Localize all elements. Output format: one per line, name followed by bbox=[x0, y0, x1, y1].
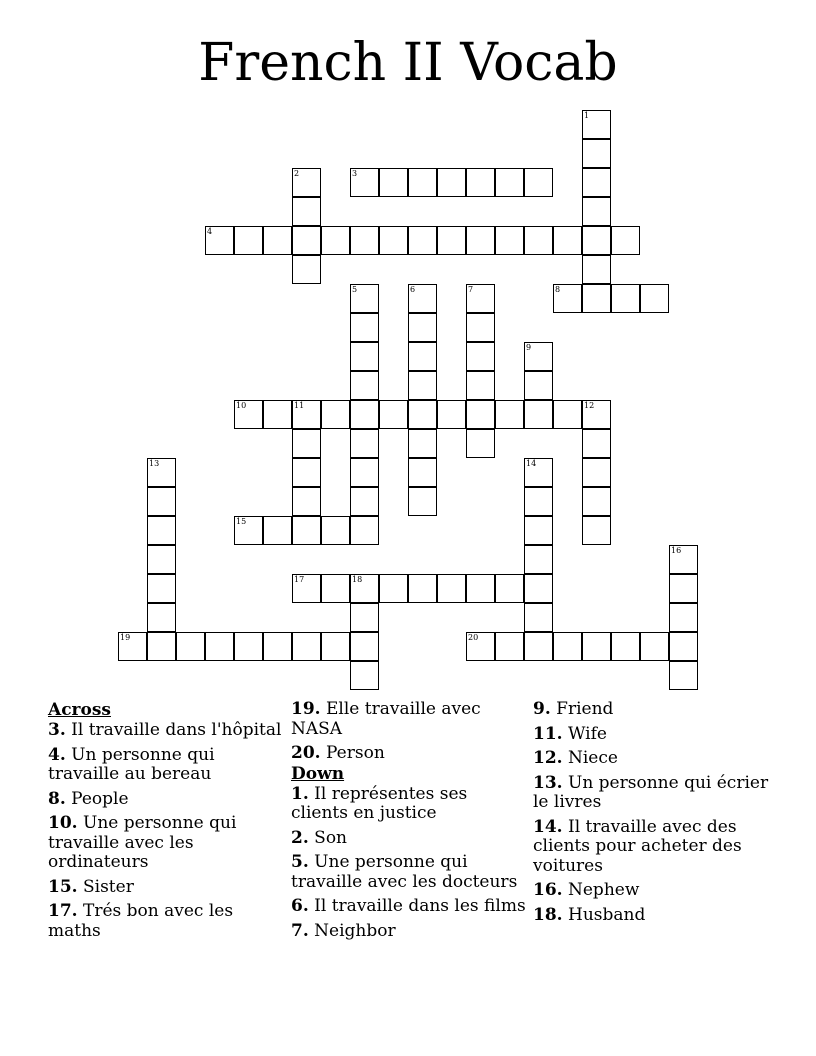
clue-text: People bbox=[71, 788, 129, 809]
clue-text: Husband bbox=[568, 904, 646, 925]
grid-cell[interactable] bbox=[147, 516, 176, 545]
grid-cell[interactable] bbox=[669, 661, 698, 690]
grid-cell[interactable] bbox=[582, 400, 611, 429]
grid-cell[interactable] bbox=[466, 371, 495, 400]
grid-cell[interactable] bbox=[582, 458, 611, 487]
clue-number: 6 . bbox=[291, 896, 309, 916]
clue-text: Un personne qui écrier le livres bbox=[533, 772, 769, 812]
across-clue-8 bbox=[48, 790, 284, 810]
grid-cell[interactable] bbox=[524, 545, 553, 574]
grid-cell[interactable] bbox=[321, 400, 350, 429]
crossword-grid bbox=[118, 110, 700, 692]
clue-text: Wife bbox=[568, 723, 607, 744]
down-clue-14 bbox=[533, 818, 769, 877]
grid-cell[interactable] bbox=[350, 632, 379, 661]
cell-number: 15 bbox=[236, 517, 247, 526]
grid-cell[interactable] bbox=[234, 226, 263, 255]
clue-number: 4 . bbox=[48, 745, 66, 765]
grid-cell[interactable] bbox=[350, 661, 379, 690]
grid-cell[interactable] bbox=[669, 545, 698, 574]
clue-text: Une personne qui travaille avec les ordinateurs bbox=[48, 813, 237, 872]
clue-number: 15 . bbox=[48, 877, 78, 897]
grid-cell[interactable] bbox=[669, 632, 698, 661]
grid-cell[interactable] bbox=[379, 574, 408, 603]
grid-cell[interactable] bbox=[408, 429, 437, 458]
grid-cell[interactable] bbox=[350, 516, 379, 545]
grid-cell[interactable] bbox=[292, 400, 321, 429]
down-clue-1 bbox=[291, 785, 527, 824]
down-clue-5 bbox=[291, 853, 527, 892]
across-clue-4 bbox=[48, 746, 284, 785]
grid-cell[interactable] bbox=[263, 632, 292, 661]
grid-cell[interactable] bbox=[263, 516, 292, 545]
grid-cell[interactable] bbox=[408, 487, 437, 516]
grid-cell[interactable] bbox=[408, 342, 437, 371]
down-clue-12 bbox=[533, 749, 769, 769]
grid-cell[interactable] bbox=[350, 284, 379, 313]
grid-cell[interactable] bbox=[582, 255, 611, 284]
down-clue-16 bbox=[533, 881, 769, 901]
grid-cell[interactable] bbox=[640, 632, 669, 661]
clue-text: Elle travaille avec NASA bbox=[291, 699, 481, 739]
grid-cell[interactable] bbox=[437, 168, 466, 197]
down-clue-2 bbox=[291, 829, 527, 849]
clue-text: Son bbox=[314, 827, 348, 848]
down-clue-11 bbox=[533, 725, 769, 745]
grid-cell[interactable] bbox=[495, 226, 524, 255]
across-clue-19 bbox=[291, 700, 527, 739]
down-clue-18 bbox=[533, 906, 769, 926]
grid-cell[interactable] bbox=[466, 632, 495, 661]
grid-cell[interactable] bbox=[234, 516, 263, 545]
clue-number: 8 . bbox=[48, 789, 66, 809]
grid-cell[interactable] bbox=[147, 458, 176, 487]
clue-number: 14 . bbox=[533, 817, 563, 837]
grid-cell[interactable] bbox=[524, 371, 553, 400]
grid-cell[interactable] bbox=[379, 226, 408, 255]
cell-number: 6 bbox=[410, 285, 416, 294]
grid-cell[interactable] bbox=[321, 574, 350, 603]
grid-cell[interactable] bbox=[350, 429, 379, 458]
grid-cell[interactable] bbox=[553, 284, 582, 313]
grid-cell[interactable] bbox=[495, 168, 524, 197]
cell-number: 19 bbox=[120, 633, 131, 642]
grid-cell[interactable] bbox=[495, 632, 524, 661]
grid-cell[interactable] bbox=[118, 632, 147, 661]
grid-cell[interactable] bbox=[466, 574, 495, 603]
grid-cell[interactable] bbox=[466, 313, 495, 342]
grid-cell[interactable] bbox=[582, 139, 611, 168]
grid-cell[interactable] bbox=[582, 516, 611, 545]
cell-number: 10 bbox=[236, 401, 247, 410]
grid-cell[interactable] bbox=[524, 574, 553, 603]
grid-cell[interactable] bbox=[582, 110, 611, 139]
grid-cell[interactable] bbox=[350, 342, 379, 371]
grid-cell[interactable] bbox=[437, 574, 466, 603]
clue-text: Trés bon avec les maths bbox=[48, 901, 234, 941]
grid-cell[interactable] bbox=[350, 371, 379, 400]
clue-number: 1 . bbox=[291, 784, 309, 804]
grid-cell[interactable] bbox=[553, 632, 582, 661]
cell-number: 20 bbox=[468, 633, 479, 642]
grid-cell[interactable] bbox=[495, 400, 524, 429]
clue-number: 7 . bbox=[291, 921, 309, 941]
clues-column-3 bbox=[533, 700, 769, 930]
clue-number: 16 . bbox=[533, 880, 563, 900]
grid-cell[interactable] bbox=[408, 284, 437, 313]
grid-cell[interactable] bbox=[263, 400, 292, 429]
cell-number: 17 bbox=[294, 575, 305, 584]
grid-cell[interactable] bbox=[379, 168, 408, 197]
clue-text: Neighbor bbox=[314, 920, 396, 941]
clue-number: 5 . bbox=[291, 852, 309, 872]
clue-number: 11 . bbox=[533, 724, 563, 744]
grid-cell[interactable] bbox=[669, 574, 698, 603]
grid-cell[interactable] bbox=[611, 226, 640, 255]
grid-cell[interactable] bbox=[466, 284, 495, 313]
clues-column-2 bbox=[291, 700, 527, 946]
grid-cell[interactable] bbox=[408, 400, 437, 429]
grid-cell[interactable] bbox=[292, 168, 321, 197]
grid-cell[interactable] bbox=[408, 168, 437, 197]
across-heading: Across bbox=[48, 700, 111, 720]
clue-number: 9 . bbox=[533, 699, 551, 719]
clue-number: 13 . bbox=[533, 773, 563, 793]
grid-cell[interactable] bbox=[437, 226, 466, 255]
grid-cell[interactable] bbox=[582, 487, 611, 516]
across-clue-15 bbox=[48, 878, 284, 898]
across-clue-10 bbox=[48, 814, 284, 873]
grid-cell[interactable] bbox=[408, 226, 437, 255]
grid-cell[interactable] bbox=[147, 603, 176, 632]
grid-cell[interactable] bbox=[495, 574, 524, 603]
clue-number: 20 . bbox=[291, 743, 321, 763]
down-clue-9 bbox=[533, 700, 769, 720]
cell-number: 3 bbox=[352, 169, 358, 178]
grid-cell[interactable] bbox=[408, 371, 437, 400]
grid-cell[interactable] bbox=[611, 284, 640, 313]
grid-cell[interactable] bbox=[553, 400, 582, 429]
clue-number: 12 . bbox=[533, 748, 563, 768]
clue-number: 3 . bbox=[48, 720, 66, 740]
grid-cell[interactable] bbox=[408, 574, 437, 603]
grid-cell[interactable] bbox=[582, 429, 611, 458]
grid-cell[interactable] bbox=[582, 284, 611, 313]
clue-text: Il travaille dans l'hôpital bbox=[71, 720, 282, 740]
grid-cell[interactable] bbox=[582, 226, 611, 255]
cell-number: 16 bbox=[671, 546, 682, 555]
grid-cell[interactable] bbox=[408, 313, 437, 342]
grid-cell[interactable] bbox=[292, 516, 321, 545]
grid-cell[interactable] bbox=[553, 226, 582, 255]
clue-text: Une personne qui travaille avec les docteurs bbox=[291, 852, 518, 892]
grid-cell[interactable] bbox=[350, 458, 379, 487]
grid-cell[interactable] bbox=[205, 226, 234, 255]
grid-cell[interactable] bbox=[176, 632, 205, 661]
grid-cell[interactable] bbox=[466, 168, 495, 197]
cell-number: 12 bbox=[584, 401, 595, 410]
cell-number: 2 bbox=[294, 169, 300, 178]
grid-cell[interactable] bbox=[350, 226, 379, 255]
down-clue-6 bbox=[291, 897, 527, 917]
cell-number: 18 bbox=[352, 575, 363, 584]
grid-cell[interactable] bbox=[292, 487, 321, 516]
grid-cell[interactable] bbox=[147, 632, 176, 661]
grid-cell[interactable] bbox=[524, 516, 553, 545]
grid-cell[interactable] bbox=[669, 603, 698, 632]
grid-cell[interactable] bbox=[524, 632, 553, 661]
cell-number: 14 bbox=[526, 459, 537, 468]
cell-number: 7 bbox=[468, 285, 474, 294]
grid-cell[interactable] bbox=[466, 429, 495, 458]
clue-text: Friend bbox=[556, 699, 614, 719]
grid-cell[interactable] bbox=[350, 313, 379, 342]
grid-cell[interactable] bbox=[205, 632, 234, 661]
grid-cell[interactable] bbox=[147, 487, 176, 516]
grid-cell[interactable] bbox=[292, 429, 321, 458]
down-clue-13 bbox=[533, 774, 769, 813]
clue-number: 17 . bbox=[48, 901, 78, 921]
grid-cell[interactable] bbox=[292, 255, 321, 284]
clue-text: Il travaille dans les films bbox=[314, 896, 526, 916]
grid-cell[interactable] bbox=[524, 400, 553, 429]
grid-cell[interactable] bbox=[147, 574, 176, 603]
cell-number: 8 bbox=[555, 285, 561, 294]
grid-cell[interactable] bbox=[350, 400, 379, 429]
across-clue-20 bbox=[291, 744, 527, 764]
clue-number: 18 . bbox=[533, 905, 563, 925]
grid-cell[interactable] bbox=[582, 197, 611, 226]
grid-cell[interactable] bbox=[321, 226, 350, 255]
clue-text: Nephew bbox=[568, 880, 640, 900]
clue-number: 10 . bbox=[48, 813, 78, 833]
grid-cell[interactable] bbox=[582, 632, 611, 661]
grid-cell[interactable] bbox=[640, 284, 669, 313]
clue-number: 19 . bbox=[291, 699, 321, 719]
clues-column-1 bbox=[48, 700, 284, 946]
grid-cell[interactable] bbox=[350, 168, 379, 197]
cell-number: 13 bbox=[149, 459, 160, 468]
grid-cell[interactable] bbox=[321, 516, 350, 545]
grid-cell[interactable] bbox=[408, 458, 437, 487]
grid-cell[interactable] bbox=[582, 168, 611, 197]
clue-number: 2 . bbox=[291, 828, 309, 848]
clue-text: Person bbox=[326, 743, 385, 763]
grid-cell[interactable] bbox=[292, 197, 321, 226]
grid-cell[interactable] bbox=[263, 226, 292, 255]
grid-cell[interactable] bbox=[234, 632, 263, 661]
grid-cell[interactable] bbox=[321, 632, 350, 661]
grid-cell[interactable] bbox=[524, 168, 553, 197]
grid-cell[interactable] bbox=[437, 400, 466, 429]
grid-cell[interactable] bbox=[350, 487, 379, 516]
grid-cell[interactable] bbox=[466, 400, 495, 429]
grid-cell[interactable] bbox=[292, 574, 321, 603]
grid-cell[interactable] bbox=[350, 574, 379, 603]
grid-cell[interactable] bbox=[147, 545, 176, 574]
clue-text: Il représentes ses clients en justice bbox=[291, 783, 468, 823]
grid-cell[interactable] bbox=[524, 226, 553, 255]
across-clue-3 bbox=[48, 721, 284, 741]
clue-text: Un personne qui travaille au bereau bbox=[48, 744, 215, 784]
grid-cell[interactable] bbox=[379, 400, 408, 429]
cell-number: 4 bbox=[207, 227, 213, 236]
grid-cell[interactable] bbox=[524, 603, 553, 632]
grid-cell[interactable] bbox=[524, 342, 553, 371]
grid-cell[interactable] bbox=[234, 400, 263, 429]
cell-number: 11 bbox=[294, 401, 305, 410]
across-clue-17 bbox=[48, 902, 284, 941]
clue-text: Sister bbox=[83, 876, 134, 897]
grid-cell[interactable] bbox=[292, 632, 321, 661]
clue-text: Il travaille avec des clients pour acheter des voitures bbox=[533, 816, 742, 876]
grid-cell[interactable] bbox=[292, 458, 321, 487]
down-clue-7 bbox=[291, 922, 527, 942]
page-title: French II Vocab bbox=[198, 33, 618, 93]
cell-number: 1 bbox=[584, 111, 590, 120]
cell-number: 5 bbox=[352, 285, 358, 294]
grid-cell[interactable] bbox=[524, 487, 553, 516]
grid-cell[interactable] bbox=[292, 226, 321, 255]
down-heading: Down bbox=[291, 763, 345, 784]
grid-cell[interactable] bbox=[466, 342, 495, 371]
grid-cell[interactable] bbox=[350, 603, 379, 632]
grid-cell[interactable] bbox=[524, 458, 553, 487]
cell-number: 9 bbox=[526, 343, 532, 352]
grid-cell[interactable] bbox=[466, 226, 495, 255]
clue-text: Niece bbox=[568, 748, 618, 768]
grid-cell[interactable] bbox=[611, 632, 640, 661]
